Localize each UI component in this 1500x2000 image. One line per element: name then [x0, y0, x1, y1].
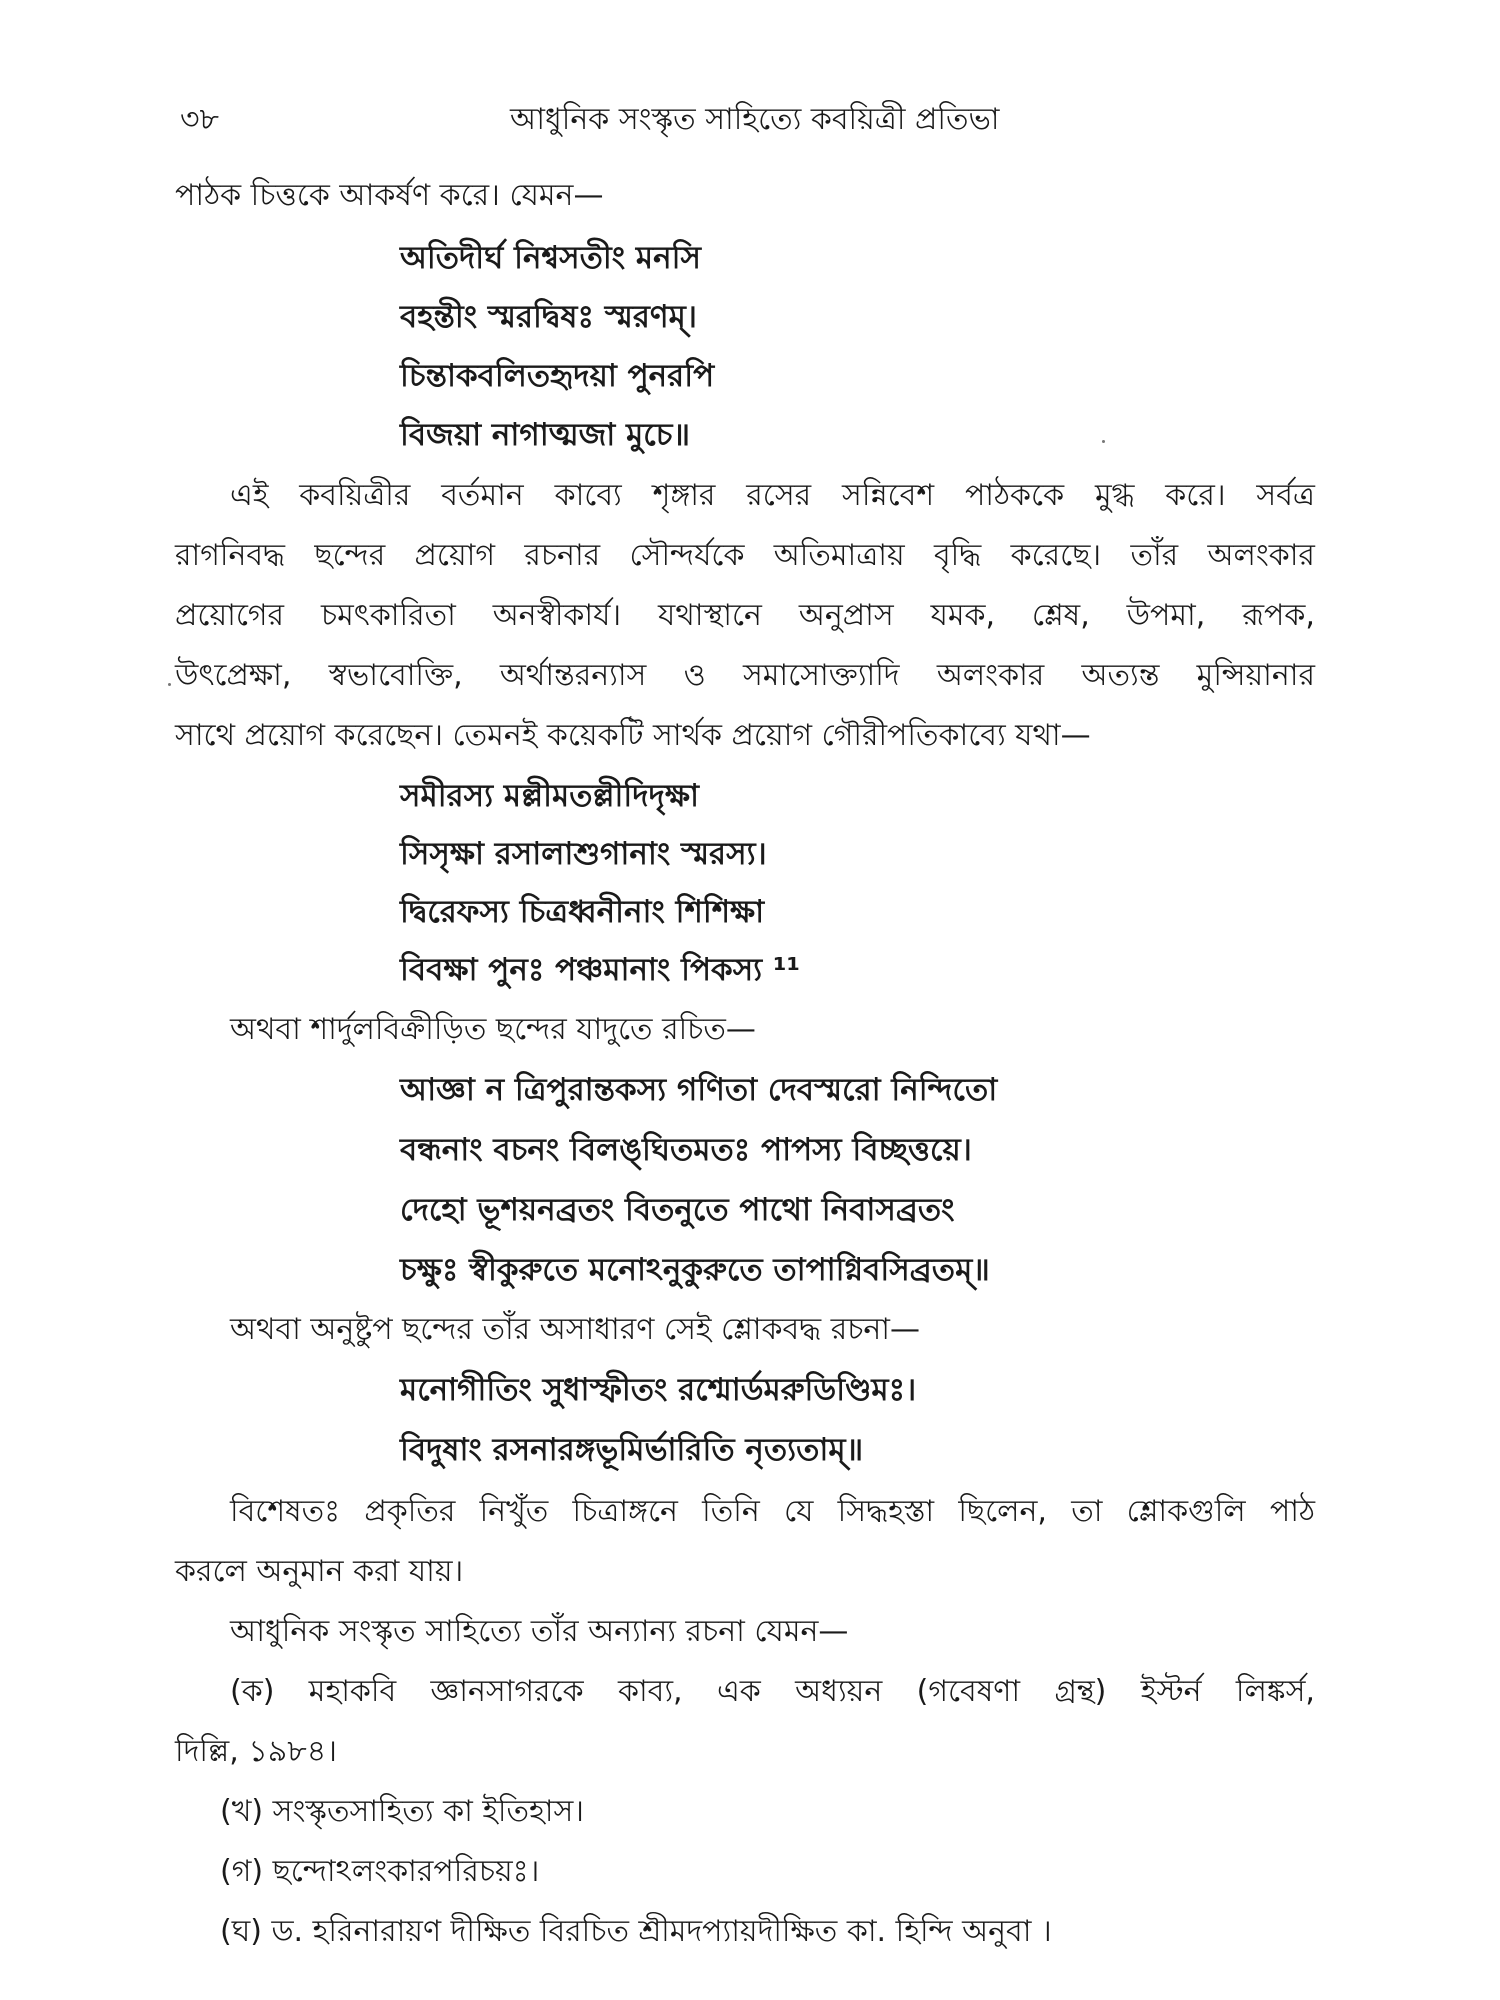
verse-line: চিন্তাকবলিতহৃদয়া পুনরপি: [400, 358, 715, 394]
running-title: আধুনিক সংস্কৃত সাহিত্যে কবয়িত্রী প্রতিভা: [510, 102, 1000, 137]
text-line: আধুনিক সংস্কৃত সাহিত্যে তাঁর অন্যান্য রচনা যেমন—: [230, 1614, 849, 1649]
list-item: (গ) ছন্দোঽলংকারপরিচয়ঃ।: [220, 1854, 540, 1889]
verse-line: বহন্তীং স্মরদ্বিষঃ স্মরণম্।: [400, 299, 697, 335]
verse-line: বন্ধনাং বচনং বিলঙ্‌ঘিতমতঃ পাপস্য বিচ্ছত্তয়ে।: [400, 1132, 972, 1168]
text-line: অথবা অনুষ্টুপ ছন্দের তাঁর অসাধারণ সেই শ্লোকবদ্ধ রচনা—: [230, 1312, 921, 1347]
verse-line: মনোগীতিং সুধাস্ফীতং রশ্মোর্ডমরুডিণ্ডিমঃ।: [400, 1372, 917, 1408]
paragraph-line: এই কবয়িত্রীর বর্তমান কাব্যে শৃঙ্গার রসের সন্নিবেশ পাঠককে মুগ্ধ করে। সর্বত্র: [230, 478, 1315, 513]
text-line: পাঠক চিত্তকে আকর্ষণ করে। যেমন—: [175, 178, 604, 213]
verse-line: চক্ষুঃ স্বীকুরুতে মনোঽনুকুরুতে তাপাগ্নিবসিব্রতম্॥: [400, 1252, 990, 1288]
paragraph-line: রাগনিবদ্ধ ছন্দের প্রয়োগ রচনার সৌন্দর্যকে অতিমাত্রায় বৃদ্ধি করেছে। তাঁর অলংকার: [175, 538, 1315, 573]
paragraph-line: করলে অনুমান করা যায়।: [175, 1554, 464, 1589]
text-line: অথবা শার্দুলবিক্রীড়িত ছন্দের যাদুতে রচিত—: [230, 1012, 756, 1047]
paragraph-line: বিশেষতঃ প্রকৃতির নিখুঁত চিত্রাঙ্গনে তিনি যে সিদ্ধহস্তা ছিলেন, তা শ্লোকগুলি পাঠ: [230, 1494, 1315, 1529]
verse-line: দেহো ভূশয়নব্রতং বিতনুতে পাথো নিবাসব্রতং: [400, 1192, 955, 1228]
scan-speck: [168, 683, 171, 686]
paragraph-line: সাথে প্রয়োগ করেছেন। তেমনই কয়েকটি সার্থক প্রয়োগ গৌরীপতিকাব্যে যথা—: [175, 718, 1091, 753]
list-item: (খ) সংস্কৃতসাহিত্য কা ইতিহাস।: [220, 1794, 585, 1829]
verse-line: বিদুষাং রসনারঙ্গভূমির্ভারিতি নৃত্যতাম্॥: [400, 1432, 864, 1468]
list-item: দিল্লি, ১৯৮৪।: [175, 1734, 337, 1769]
verse-line: বিবক্ষা পুনঃ পঞ্চমানাং পিকস্য ¹¹: [400, 952, 801, 988]
page-number: ৩৮: [180, 102, 219, 137]
verse-line: বিজয়া নাগাত্মজা মুচে॥: [400, 417, 691, 453]
page-header: [170, 95, 1330, 145]
verse-line: দ্বিরেফস্য চিত্রধ্বনীনাং শিশিক্ষা: [400, 894, 765, 930]
verse-line: সিসৃক্ষা রসালাশুগানাং স্মরস্য।: [400, 836, 767, 872]
scan-speck: [1102, 440, 1105, 443]
list-item: (ঘ) ড. হরিনারায়ণ দীক্ষিত বিরচিত শ্রীমদপ্যায়দীক্ষিত কা. হিন্দি অনুবা ।: [220, 1914, 1052, 1949]
verse-line: সমীরস্য মল্লীমতল্লীদিদৃক্ষা: [400, 778, 699, 814]
paragraph-line: উৎপ্রেক্ষা, স্বভাবোক্তি, অর্থান্তরন্যাস ও সমাসোক্ত্যাদি অলংকার অত্যন্ত মুন্সিয়ানার: [175, 658, 1315, 693]
verse-line: অতিদীর্ঘ নিশ্বসতীং মনসি: [400, 240, 701, 276]
list-item: (ক) মহাকবি জ্ঞানসাগরকে কাব্য, এক অধ্যয়ন (গবেষণা গ্রন্থ) ইস্টর্ন লিঙ্কর্স,: [230, 1674, 1315, 1709]
paragraph-line: প্রয়োগের চমৎকারিতা অনস্বীকার্য। যথাস্থানে অনুপ্রাস যমক, শ্লেষ, উপমা, রূপক,: [175, 598, 1315, 633]
verse-line: আজ্ঞা ন ত্রিপুরান্তকস্য গণিতা দেবস্মরো নিন্দিতো: [400, 1072, 998, 1108]
